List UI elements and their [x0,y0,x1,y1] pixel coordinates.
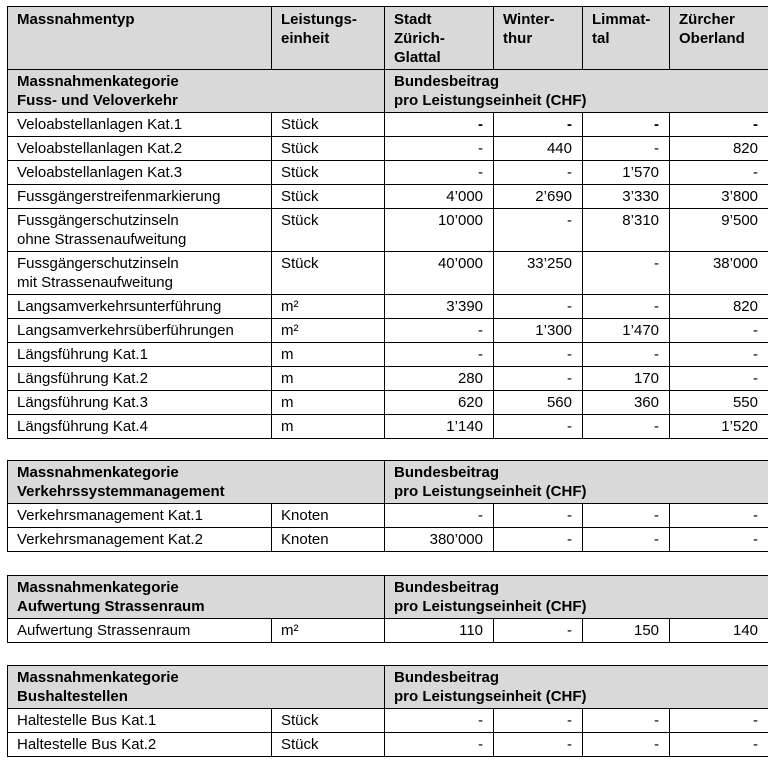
measure-unit: Stück [272,733,385,757]
measure-unit: Knoten [272,528,385,552]
contribution-label: Bundesbeitrag pro Leistungseinheit (CHF) [385,666,768,709]
value-cell: 1’140 [385,415,494,439]
value-cell: - [385,709,494,733]
measure-name: Fussgängerstreifenmarkierung [8,185,272,209]
value-cell: - [494,343,583,367]
value-cell: - [583,295,670,319]
value-cell: - [385,504,494,528]
measure-name: Längsführung Kat.2 [8,367,272,391]
measure-unit: Stück [272,252,385,295]
measure-name: Veloabstellanlagen Kat.3 [8,161,272,185]
table-bushaltestellen [7,665,768,757]
table-row [8,209,768,252]
value-cell: - [385,161,494,185]
measure-name: Verkehrsmanagement Kat.2 [8,528,272,552]
value-cell: - [583,415,670,439]
value-cell: - [583,504,670,528]
measure-name: Längsführung Kat.3 [8,391,272,415]
table-row [8,113,768,137]
value-cell: 560 [494,391,583,415]
measure-name: Langsamverkehrsunterführung [8,295,272,319]
value-cell: - [670,367,768,391]
value-cell: - [494,113,583,137]
table-row [8,161,768,185]
value-cell: - [583,528,670,552]
measure-name: Aufwertung Strassenraum [8,619,272,643]
value-cell: - [670,504,768,528]
value-cell: - [494,367,583,391]
measure-unit: Stück [272,209,385,252]
value-cell: 1’300 [494,319,583,343]
header-stadt-zuerich-glattal: Stadt Zürich- Glattal [385,7,494,70]
value-cell: 140 [670,619,768,643]
value-cell: 8’310 [583,209,670,252]
measure-name: Veloabstellanlagen Kat.1 [8,113,272,137]
measure-name: Langsamverkehrsüberführungen [8,319,272,343]
table-row [8,252,768,295]
contribution-label: Bundesbeitrag pro Leistungseinheit (CHF) [385,70,768,113]
header-leistungseinheit: Leistungs- einheit [272,7,385,70]
value-cell: - [670,113,768,137]
value-cell: - [670,319,768,343]
category-label: Massnahmenkategorie Bushaltestellen [8,666,385,709]
measure-unit: m [272,343,385,367]
table-aufwertung-strassenraum [7,575,768,643]
value-cell: - [583,733,670,757]
measure-name: Verkehrsmanagement Kat.1 [8,504,272,528]
value-cell: - [583,113,670,137]
value-cell: 380’000 [385,528,494,552]
header-zuercher-oberland: Zürcher Oberland [670,7,768,70]
value-cell: 360 [583,391,670,415]
table-row [8,733,768,757]
measure-name: Längsführung Kat.4 [8,415,272,439]
table-row [8,343,768,367]
contribution-label: Bundesbeitrag pro Leistungseinheit (CHF) [385,576,768,619]
value-cell: 9’500 [670,209,768,252]
value-cell: - [385,343,494,367]
value-cell: 3’390 [385,295,494,319]
measure-name: Längsführung Kat.1 [8,343,272,367]
table-row [8,391,768,415]
value-cell: 10’000 [385,209,494,252]
measure-name: Haltestelle Bus Kat.1 [8,709,272,733]
value-cell: 620 [385,391,494,415]
measure-unit: Stück [272,161,385,185]
table-body [8,576,768,643]
value-cell: 38’000 [670,252,768,295]
measure-unit: m² [272,619,385,643]
value-cell: 110 [385,619,494,643]
contribution-label: Bundesbeitrag pro Leistungseinheit (CHF) [385,461,768,504]
measure-unit: Knoten [272,504,385,528]
table-verkehrssystemmanagement [7,460,768,552]
value-cell: - [494,209,583,252]
measure-unit: m² [272,295,385,319]
table-fuss-veloverkehr [7,6,768,439]
measure-unit: Stück [272,137,385,161]
measure-name: Fussgängerschutzinseln mit Strassenaufweitung [8,252,272,295]
measure-unit: Stück [272,185,385,209]
value-cell: - [583,137,670,161]
value-cell: 3’800 [670,185,768,209]
category-header-row [8,70,768,113]
table-row [8,185,768,209]
header-limmattal: Limmat- tal [583,7,670,70]
value-cell: - [583,709,670,733]
measure-unit: Stück [272,709,385,733]
value-cell: 33’250 [494,252,583,295]
measure-unit: Stück [272,113,385,137]
column-header-row [8,7,768,70]
value-cell: - [670,733,768,757]
category-label: Massnahmenkategorie Aufwertung Strassenraum [8,576,385,619]
value-cell: - [494,528,583,552]
value-cell: 1’470 [583,319,670,343]
category-label: Massnahmenkategorie Fuss- und Veloverkehr [8,70,385,113]
measure-name: Haltestelle Bus Kat.2 [8,733,272,757]
value-cell: - [670,528,768,552]
value-cell: - [385,733,494,757]
measure-name: Veloabstellanlagen Kat.2 [8,137,272,161]
value-cell: 440 [494,137,583,161]
header-massnahmentyp: Massnahmentyp [8,7,272,70]
value-cell: - [494,619,583,643]
value-cell: - [670,161,768,185]
header-winterthur: Winter- thur [494,7,583,70]
value-cell: 1’520 [670,415,768,439]
value-cell: 280 [385,367,494,391]
category-header-row [8,666,768,709]
value-cell: - [494,295,583,319]
category-header-row [8,576,768,619]
value-cell: - [670,709,768,733]
value-cell: 820 [670,137,768,161]
value-cell: - [583,343,670,367]
measure-unit: m [272,415,385,439]
table-row [8,137,768,161]
value-cell: - [494,161,583,185]
value-cell: 820 [670,295,768,319]
table-body [8,7,768,439]
value-cell: 1’570 [583,161,670,185]
table-row [8,504,768,528]
value-cell: - [494,733,583,757]
table-body [8,461,768,552]
measure-unit: m [272,391,385,415]
value-cell: - [494,709,583,733]
table-row [8,295,768,319]
value-cell: 2’690 [494,185,583,209]
table-row [8,367,768,391]
table-row [8,528,768,552]
value-cell: 150 [583,619,670,643]
value-cell: - [670,343,768,367]
table-row [8,319,768,343]
value-cell: - [494,415,583,439]
table-body [8,666,768,757]
table-row [8,415,768,439]
value-cell: - [385,319,494,343]
value-cell: 170 [583,367,670,391]
value-cell: - [583,252,670,295]
value-cell: - [494,504,583,528]
category-header-row [8,461,768,504]
measure-name: Fussgängerschutzinseln ohne Strassenaufweitung [8,209,272,252]
category-label: Massnahmenkategorie Verkehrssystemmanagement [8,461,385,504]
measure-unit: m [272,367,385,391]
value-cell: - [385,113,494,137]
measure-unit: m² [272,319,385,343]
table-row [8,619,768,643]
value-cell: 3’330 [583,185,670,209]
value-cell: 550 [670,391,768,415]
value-cell: 40’000 [385,252,494,295]
value-cell: 4’000 [385,185,494,209]
table-row [8,709,768,733]
value-cell: - [385,137,494,161]
